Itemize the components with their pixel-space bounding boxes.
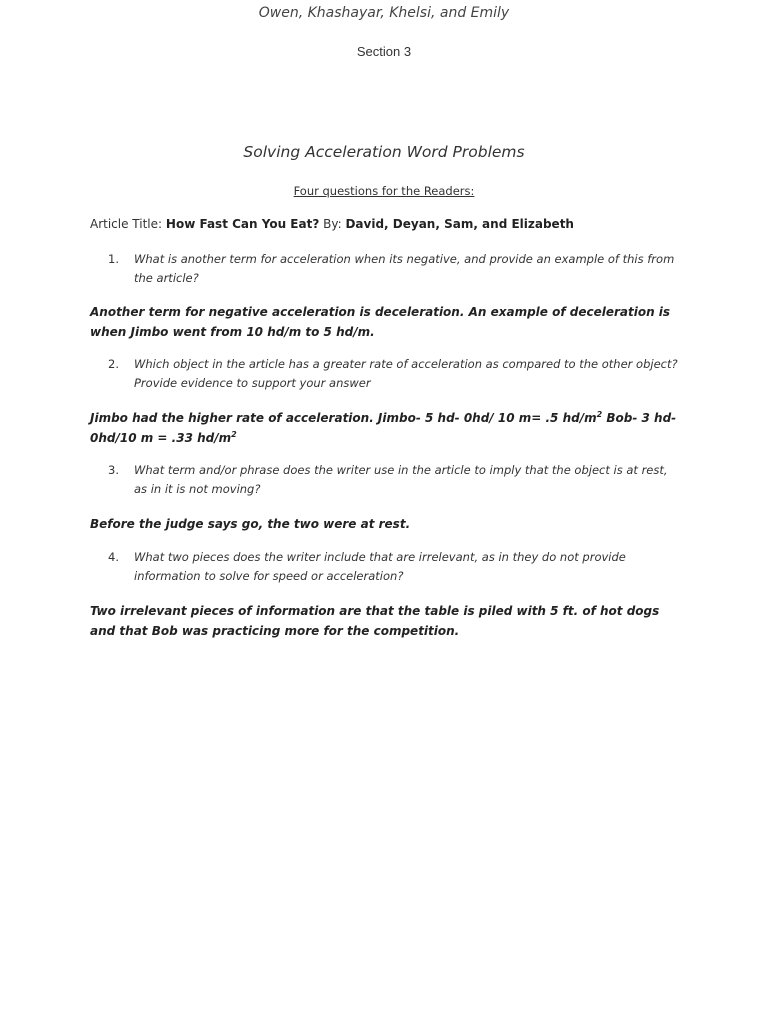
article-title: How Fast Can You Eat? (165, 217, 320, 231)
question-text: What term and/or phrase does the writer use in the article to imply that the object is at rest, as in it is not moving? (134, 463, 668, 496)
article-authors: David, Deyan, Sam, and Elizabeth (345, 217, 574, 231)
question-number: 2. (108, 357, 119, 371)
question-text: Which object in the article has a greater rate of acceleration as compared to the other object? Provide evidence to support your answer (134, 357, 678, 390)
document-subtitle: Four questions for the Readers: (293, 184, 475, 198)
document-title: Solving Acceleration Word Problems (243, 143, 525, 161)
question-text: What two pieces does the writer include that are irrelevant, as in they do not provide information to solve for speed or acceleration? (134, 550, 626, 583)
article-title-label: Article Title: (90, 217, 163, 231)
answer-2-superscript-1: 2 (596, 410, 603, 419)
article-info (90, 217, 574, 231)
article-by-label: By: (323, 217, 342, 231)
question-4 (108, 548, 678, 586)
question-number: 1. (108, 252, 119, 266)
answer-2-superscript-2: 2 (231, 430, 237, 439)
answer-3: Before the judge says go, the two were at rest. (90, 517, 411, 531)
answer-1: Another term for negative acceleration is deceleration. An example of deceleration is when Jimbo went from 10 hd/m to 5 hd/m. (90, 305, 671, 339)
question-3 (108, 461, 678, 499)
question-number: 3. (108, 463, 119, 477)
answer-2-part1: Jimbo had the higher rate of acceleration. Jimbo- 5 hd- 0hd/ 10 m= .5 hd/m (90, 411, 597, 425)
question-2 (108, 355, 678, 393)
answer-4: Two irrelevant pieces of information are that the table is piled with 5 ft. of hot dogs and that Bob was practicing more for the competition. (90, 604, 660, 638)
authors-line: Owen, Khashayar, Khelsi, and Emily (258, 5, 510, 21)
question-1 (108, 250, 678, 288)
question-text: What is another term for acceleration when its negative, and provide an example of this from the article? (134, 252, 675, 285)
question-number: 4. (108, 550, 119, 564)
answer-2 (90, 408, 680, 448)
answer-2-part2: Bob- 3 hd-0hd/10 m = .33 hd/m (90, 411, 677, 445)
section-label: Section 3 (356, 44, 412, 59)
